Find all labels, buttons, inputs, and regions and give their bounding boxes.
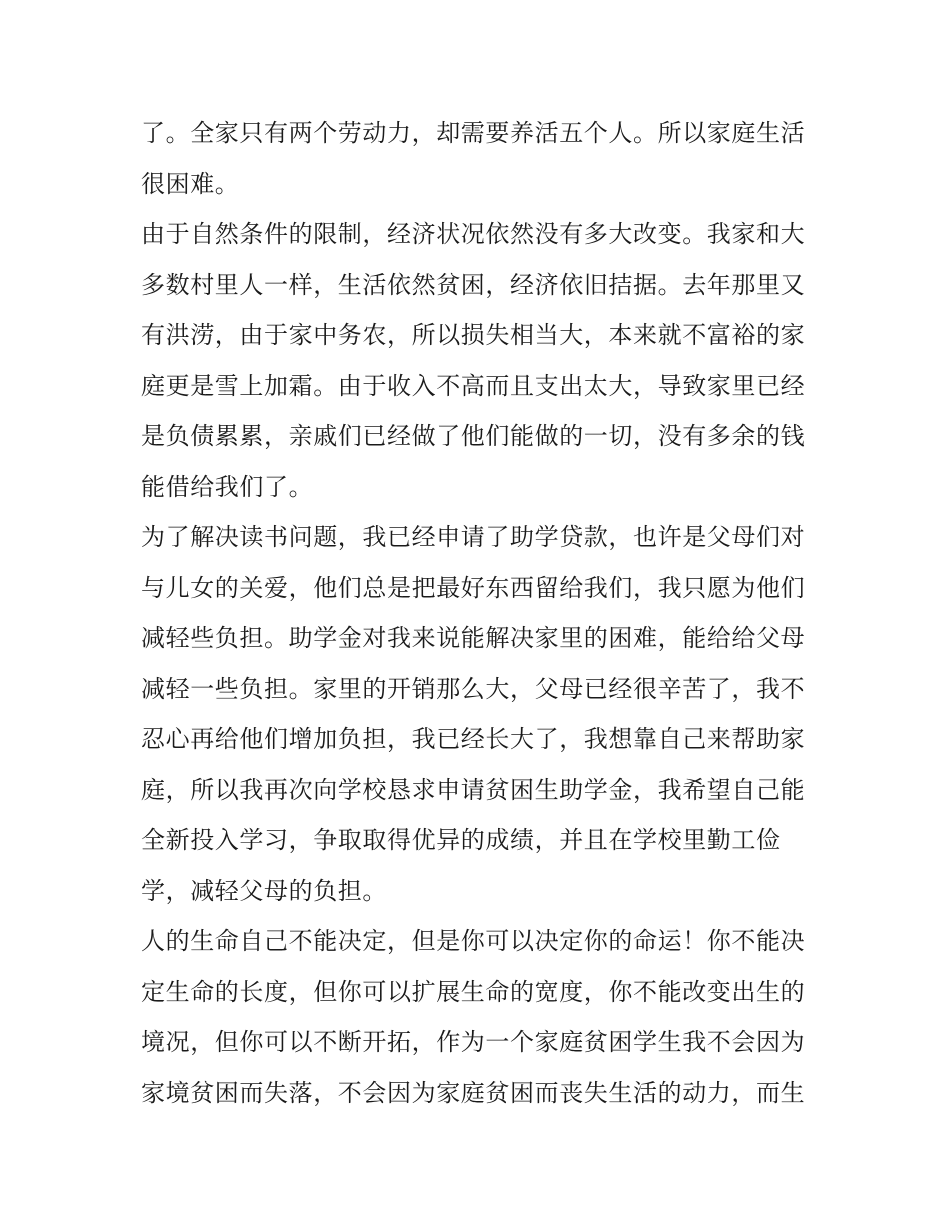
text-line: 有洪涝，由于家中务农，所以损失相当大，本来就不富裕的家 [141,321,806,349]
text-line: 了。全家只有两个劳动力，却需要养活五个人。所以家庭生活 [141,119,806,147]
text-line: 学，减轻父母的负担。 [141,876,387,905]
text-line: 为了解决读书问题，我已经申请了助学贷款，也许是父母们对 [141,523,806,551]
text-line: 全新投入学习，争取取得优异的成绩，并且在学校里勤工俭 [141,826,781,854]
text-line: 忍心再给他们增加负担，我已经长大了，我想靠自己来帮助家 [141,725,806,753]
text-line: 由于自然条件的限制，经济状况依然没有多大改变。我家和大 [141,220,806,248]
text-line: 很困难。 [141,169,240,198]
text-line: 庭，所以我再次向学校恳求申请贫困生助学金，我希望自己能 [141,775,806,804]
text-line: 境况，但你可以不断开拓，作为一个家庭贫困学生我不会因为 [141,1028,806,1056]
text-line: 人的生命自己不能决定，但是你可以决定你的命运！你不能决 [141,927,806,955]
text-line: 家境贫困而失落，不会因为家庭贫困而丧失生活的动力，而生 [141,1078,806,1107]
text-line: 是负债累累，亲戚们已经做了他们能做的一切，没有多余的钱 [141,422,806,450]
text-line: 多数村里人一样，生活依然贫困，经济依旧拮据。去年那里又 [141,270,806,299]
text-line: 减轻一些负担。家里的开销那么大，父母已经很辛苦了，我不 [141,674,806,703]
text-line: 庭更是雪上加霜。由于收入不高而且支出太大，导致家里已经 [141,371,806,400]
text-line: 与儿女的关爱，他们总是把最好东西留给我们，我只愿为他们 [141,573,806,602]
text-line: 能借给我们了。 [141,472,314,501]
document-body [141,108,821,1118]
text-line: 减轻些负担。助学金对我来说能解决家里的困难，能给给父母 [141,624,806,652]
text-line: 定生命的长度，但你可以扩展生命的宽度，你不能改变出生的 [141,977,806,1006]
